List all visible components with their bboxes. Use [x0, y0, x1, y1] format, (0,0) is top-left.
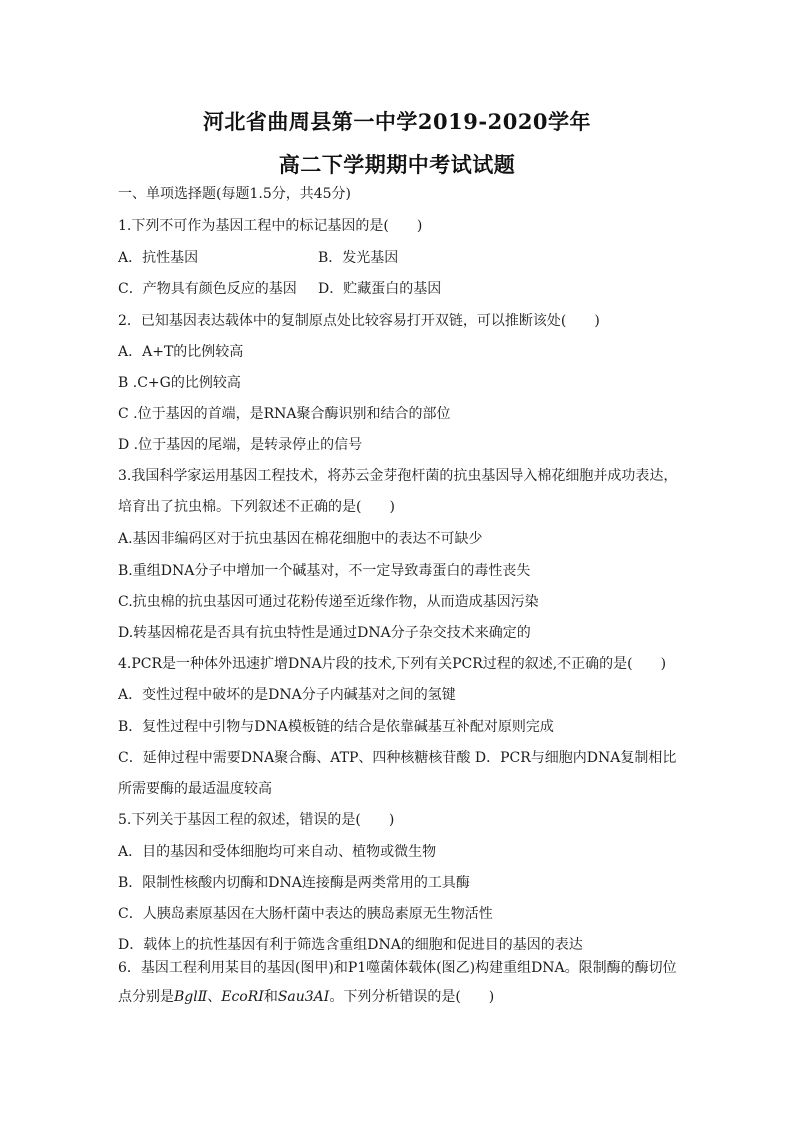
- q1-option-b: B．发光基因: [318, 250, 399, 266]
- exam-subtitle: 高二下学期期中考试试题: [278, 152, 516, 177]
- q1-option-d: D．贮藏蛋白的基因: [318, 281, 442, 297]
- q6-enzyme-ecori: EcoRⅠ: [221, 989, 264, 1005]
- q5-option-a: A．目的基因和受体细胞均可来自动、植物或微生物: [118, 844, 437, 860]
- q6-enzyme-bglii: BglⅡ: [174, 989, 208, 1005]
- q1-stem: 1.下列不可作为基因工程中的标记基因的是( ): [118, 218, 423, 234]
- q5-option-c: C．人胰岛素原基因在大肠杆菌中表达的胰岛素原无生物活性: [118, 906, 493, 922]
- q5-stem: 5.下列关于基因工程的叙述，错误的是( ): [118, 812, 395, 828]
- q6-stem-suffix: 。下列分析错误的是( ): [329, 989, 495, 1005]
- section-heading: 一、单项选择题(每题1.5分，共45分): [118, 186, 352, 202]
- q5-option-b: B．限制性核酸内切酶和DNA连接酶是两类常用的工具酶: [118, 875, 470, 891]
- q1-option-a: A．抗性基因: [118, 250, 199, 266]
- q2-option-d: D .位于基因的尾端，是转录停止的信号: [118, 437, 363, 453]
- q6-stem-line2: [118, 988, 494, 1006]
- q3-stem-line1: 3.我国科学家运用基因工程技术，将苏云金芽孢杆菌的抗虫基因导入棉花细胞并成功表达，: [118, 468, 678, 484]
- q6-separator-2: 和: [263, 989, 278, 1005]
- q6-separator-1: 、: [207, 989, 222, 1005]
- q3-option-b: B.重组DNA分子中增加一个碱基对，不一定导致毒蛋白的毒性丧失: [118, 563, 531, 579]
- q3-option-c: C.抗虫棉的抗虫基因可通过花粉传递至近缘作物，从而造成基因污染: [118, 594, 539, 610]
- q4-option-a: A．变性过程中破坏的是DNA分子内碱基对之间的氢键: [118, 687, 456, 703]
- q3-stem-line2: 培育出了抗虫棉。下列叙述不正确的是( ): [118, 499, 395, 515]
- q2-option-a: A．A+T的比例较高: [118, 344, 244, 360]
- exam-title: 河北省曲周县第一中学2019-2020学年: [202, 109, 592, 134]
- q3-option-d: D.转基因棉花是否具有抗虫特性是通过DNA分子杂交技术来确定的: [118, 625, 531, 641]
- q5-option-d: D．载体上的抗性基因有利于筛选含重组DNA的细胞和促进目的基因的表达: [118, 937, 583, 953]
- q3-option-a: A.基因非编码区对于抗虫基因在棉花细胞中的表达不可缺少: [118, 531, 483, 547]
- q2-option-b: B .C+G的比例较高: [118, 375, 241, 391]
- q6-stem-prefix: 点分别是: [118, 989, 174, 1005]
- q6-stem-line1: 6．基因工程利用某目的基因(图甲)和P1噬菌体载体(图乙)构建重组DNA。限制酶的酶切位: [118, 960, 677, 976]
- q2-stem: 2．已知基因表达载体中的复制原点处比较容易打开双链，可以推断该处( ): [118, 313, 600, 329]
- q4-option-b: B．复性过程中引物与DNA模板链的结合是依靠碱基互补配对原则完成: [118, 719, 554, 735]
- q4-option-cd-line1: C．延伸过程中需要DNA聚合酶、ATP、四种核糖核苷酸 D．PCR与细胞内DNA复制相比: [118, 750, 677, 766]
- q2-option-c: C .位于基因的首端，是RNA聚合酶识别和结合的部位: [118, 406, 451, 422]
- q1-option-c: C．产物具有颜色反应的基因: [118, 281, 297, 297]
- q6-enzyme-sau3ai: Sau3AⅠ: [277, 989, 330, 1005]
- q4-stem: 4.PCR是一种体外迅速扩增DNA片段的技术,下列有关PCR过程的叙述,不正确的是( ): [118, 656, 667, 672]
- q4-option-cd-line2: 所需要酶的最适温度较高: [118, 781, 272, 797]
